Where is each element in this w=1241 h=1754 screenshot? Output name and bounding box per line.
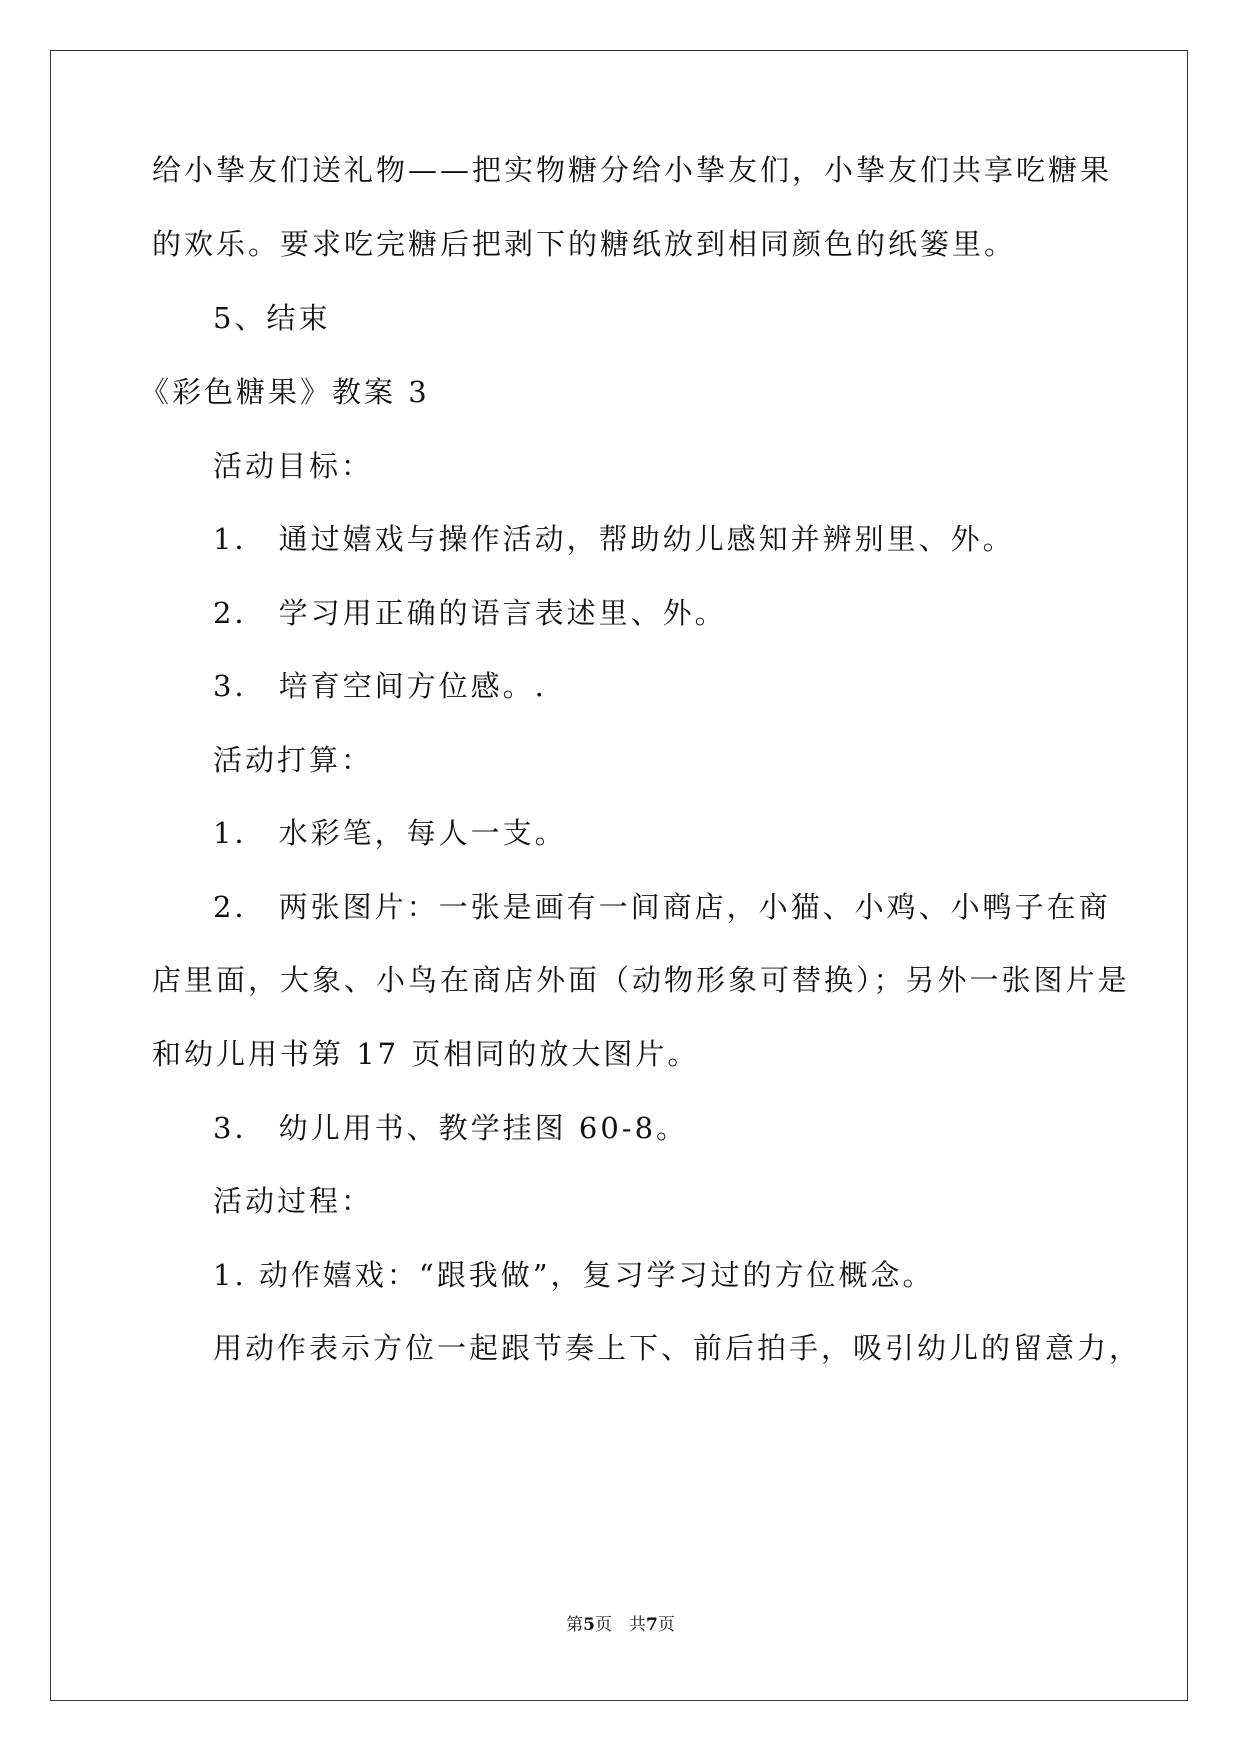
page-number-current: 5: [583, 1615, 595, 1635]
body-text-line: 店里面，大象、小鸟在商店外面（动物形象可替换）；另外一张图片是: [152, 963, 1130, 997]
section-step-heading: 5、结束: [213, 301, 331, 335]
page-footer: [0, 1614, 1241, 1636]
list-item: 2． 两张图片：一张是画有一间商店，小猫、小鸡、小鸭子在商: [213, 890, 1111, 924]
footer-suffix: 页: [657, 1615, 675, 1635]
section-heading-process: 活动过程：: [213, 1184, 374, 1218]
list-item: 1． 水彩笔，每人一支。: [213, 816, 567, 850]
page-border: [50, 50, 1188, 1701]
lesson-title: 《彩色糖果》教案 3: [140, 375, 430, 409]
page-number-total: 7: [646, 1615, 658, 1635]
list-item: 2． 学习用正确的语言表述里、外。: [213, 596, 727, 630]
footer-mid: 页 共: [595, 1615, 646, 1635]
body-text-line: 用动作表示方位一起跟节奏上下、前后拍手，吸引幼儿的留意力，: [213, 1331, 1142, 1365]
body-text-line: 给小挚友们送礼物——把实物糖分给小挚友们，小挚友们共享吃糖果: [152, 153, 1113, 187]
footer-prefix: 第: [566, 1615, 584, 1635]
body-text-line: 和幼儿用书第 17 页相同的放大图片。: [152, 1037, 700, 1071]
list-item: 3． 培育空间方位感。.: [213, 669, 547, 703]
section-heading-goals: 活动目标：: [213, 449, 374, 483]
list-item: 1． 通过嬉戏与操作活动，帮助幼儿感知并辨别里、外。: [213, 522, 1015, 556]
section-heading-preparation: 活动打算：: [213, 743, 374, 777]
list-item: 3． 幼儿用书、教学挂图 60-8。: [213, 1111, 689, 1145]
list-item: 1. 动作嬉戏：“跟我做”，复习学习过的方位概念。: [213, 1258, 935, 1292]
body-text-line: 的欢乐。要求吃完糖后把剥下的糖纸放到相同颜色的纸篓里。: [152, 227, 1017, 261]
